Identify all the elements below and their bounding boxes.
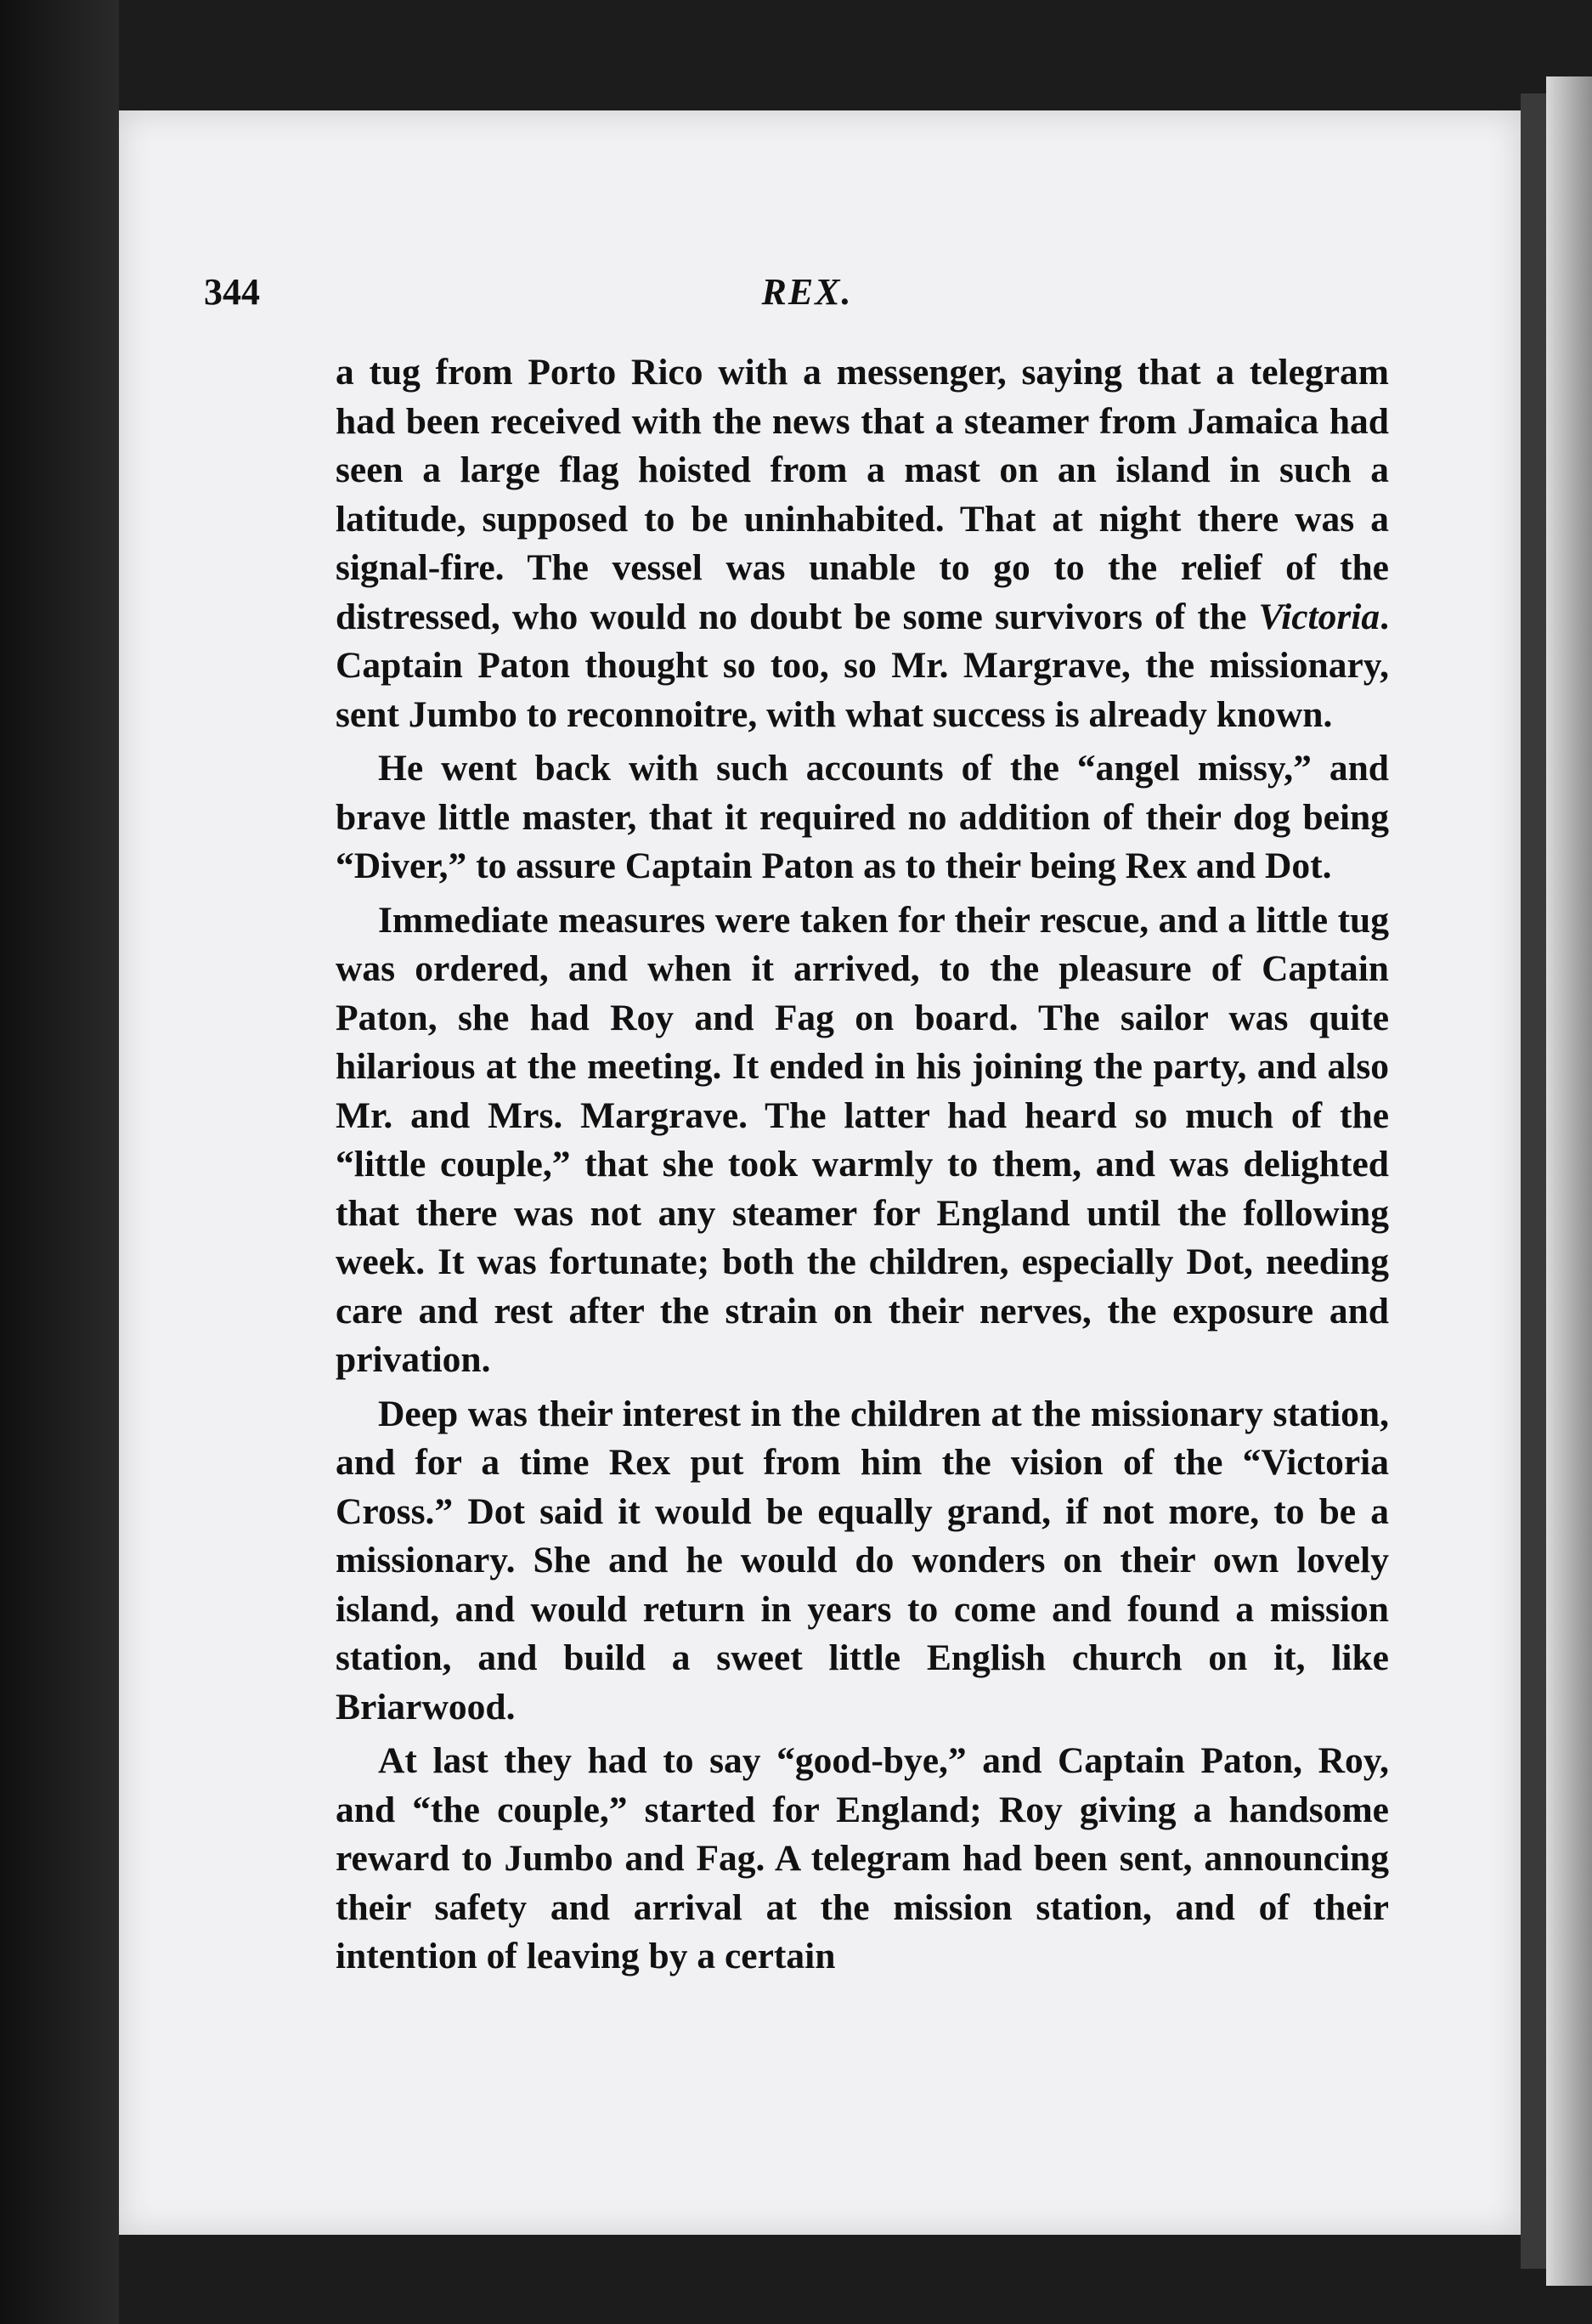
running-head xyxy=(204,270,1410,321)
page-number: 344 xyxy=(204,271,260,313)
paragraph-5: At last they had to say “good-bye,” and Captain Paton, Roy, and “the couple,” started for England; Roy giving a handsome reward to Jumbo and Fag. A telegram had been sent, announcing their safety and arrival at the mission station, and of their intention of leaving by a certain xyxy=(336,1740,1389,1976)
page-spine-shadow xyxy=(1521,93,1546,2269)
paragraph-1-text-b: . Captain Paton thought so too, so Mr. Margrave, the missionary, sent Jumbo to reconnoitre, with what success is already known. xyxy=(336,596,1389,735)
paragraph-1-text-a: a tug from Porto Rico with a messenger, saying that a telegram had been received with the news that a steamer from Jamaica had seen a large flag hoisted from a mast on an island in such a latitude, supposed to be uninhabited. That at night there was a signal-fire. The vessel was unable to go to the relief of the distressed, who would no doubt be some survivors of the xyxy=(336,352,1389,637)
running-title: REX. xyxy=(761,271,853,313)
paragraph-1 xyxy=(336,348,1389,739)
paragraph-2: He went back with such accounts of the “angel missy,” and brave little master, that it required no addition of their dog being “Diver,” to assure Captain Paton as to their being Rex and Dot. xyxy=(336,748,1389,886)
adjacent-page-edge xyxy=(1546,76,1592,2286)
body-text xyxy=(336,348,1389,1987)
paragraph-3: Immediate measures were taken for their rescue, and a little tug was ordered, and when it arrived, to the pleasure of Captain Paton, she had Roy and Fag on board. The sailor was quite hilarious at the meeting. It ended in his joining the party, and also Mr. and Mrs. Margrave. The latter had heard so much of the “little couple,” that she took warmly to them, and was delighted that there was not any steamer for England until the following week. It was fortunate; both the children, especially Dot, needing care and rest after the strain on their nerves, the exposure and privation. xyxy=(336,899,1389,1380)
ship-name-italic: Victoria xyxy=(1258,596,1380,637)
paragraph-4: Deep was their interest in the children at the missionary station, and for a time Rex put from him the vision of the “Victoria Cross.” Dot said it would be equally grand, if not more, to be a missionary. She and he would do wonders on their own lovely island, and would return in years to come and found a mission station, and build a sweet little English church on it, like Briarwood. xyxy=(336,1393,1389,1727)
scan-background-left xyxy=(0,0,119,2324)
